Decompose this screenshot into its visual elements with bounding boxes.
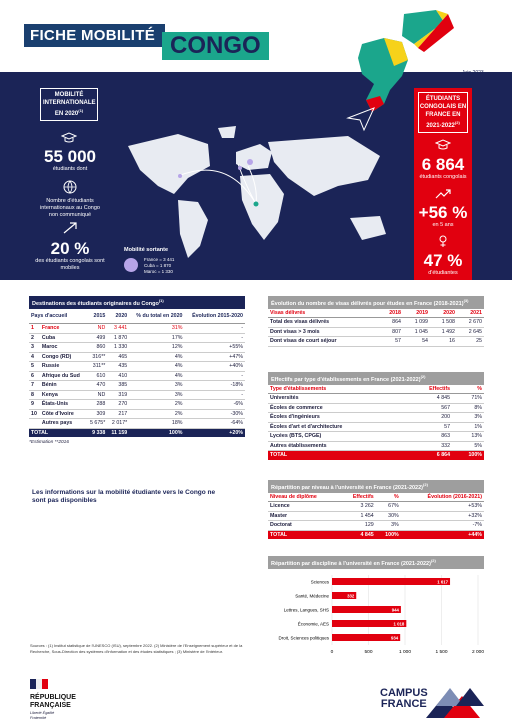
table-cell: 319 (107, 390, 129, 400)
destinations-title-sup: (1) (158, 298, 164, 303)
table-cell: Licence (268, 502, 340, 512)
table-cell: 499 (86, 333, 107, 343)
table-cell: 16 (430, 337, 457, 347)
table-cell: 4% (129, 352, 184, 362)
table-cell: 309 (86, 409, 107, 419)
republique-francaise-logo (30, 676, 76, 720)
table-header-row (268, 309, 484, 318)
establishments-table (268, 385, 484, 460)
table-cell: Lycées (BTS, CPGE) (268, 432, 407, 442)
table-cell: Kenya (40, 390, 86, 400)
table-cell: Autres établissements (268, 441, 407, 451)
establishments-body (268, 394, 484, 451)
table-row (29, 419, 245, 429)
table-row (29, 390, 245, 400)
table-row (29, 371, 245, 381)
table-cell: Évolution (2016-2021) (401, 493, 484, 502)
category-label: Économie, AES (297, 621, 329, 627)
table-cell: 67% (376, 502, 401, 512)
table-cell: 8% (452, 403, 484, 413)
table-cell: 129 (340, 521, 375, 531)
mobility-box-label: MOBILITÉ INTERNATIONALE EN 2020 (43, 92, 96, 117)
marianne-icon (30, 679, 48, 689)
table-cell: 465 (107, 352, 129, 362)
international-students-value: 55 000 (44, 147, 96, 166)
table-cell: +55% (185, 343, 246, 353)
table-row (268, 521, 484, 531)
visas-table (268, 309, 484, 347)
table-cell: 217 (107, 409, 129, 419)
value-label: 1 018 (393, 621, 405, 627)
table-cell: 1 099 (403, 318, 430, 328)
table-cell: 2021 (457, 309, 484, 318)
table-cell: Congo (RD) (40, 352, 86, 362)
info-note: Les informations sur la mobilité étudiante vers le Congo ne sont pas disponibles (32, 489, 216, 504)
arrow-out-icon (63, 222, 77, 234)
outgoing-line-3: Maroc = 1 330 (144, 268, 173, 274)
table-cell: - (185, 324, 246, 334)
table-cell: 18% (129, 419, 184, 429)
campus-france-pattern-icon (426, 682, 486, 718)
table-cell: 860 (86, 343, 107, 353)
table-cell: 71% (452, 394, 484, 404)
mobility-box-title (40, 88, 98, 121)
table-cell: 807 (378, 327, 403, 337)
table-row (29, 400, 245, 410)
table-cell: +47% (185, 352, 246, 362)
table-cell: - (185, 333, 246, 343)
table-cell: 6 864 (407, 451, 452, 460)
outgoing-mobility-list (144, 257, 174, 274)
table-cell: Doctorat (268, 521, 340, 531)
table-cell: 2 017* (107, 419, 129, 429)
table-cell: 316** (86, 352, 107, 362)
table-cell: ND (86, 324, 107, 334)
establishments-title-text: Effectifs par type d'établissements en France (2021-2022) (271, 376, 421, 383)
table-cell: 332 (407, 441, 452, 451)
table-cell: -30% (185, 409, 246, 419)
visas-section (268, 296, 484, 347)
bar (332, 606, 401, 613)
table-cell: +53% (401, 502, 484, 512)
outgoing-line-2: Cuba = 1 870 (144, 262, 172, 268)
france-box-label: ÉTUDIANTS CONGOLAIS EN FRANCE EN 2021-2022 (419, 96, 467, 129)
france-box-title (418, 92, 468, 133)
col-country: Pays d'accueil (29, 309, 86, 324)
country-title: CONGO (162, 32, 269, 60)
table-cell (29, 419, 40, 429)
table-cell: Dont visas de court séjour (268, 337, 378, 347)
table-row (268, 327, 484, 337)
destinations-footnote: *Estimation **2016 (29, 440, 69, 446)
table-cell: 12% (129, 343, 184, 353)
table-cell: Niveau de diplôme (268, 493, 340, 502)
paper-plane-icon (346, 106, 376, 132)
table-cell: 1 492 (430, 327, 457, 337)
establishments-total-row (268, 451, 484, 460)
table-cell: États-Unis (40, 400, 86, 410)
discipline-section (268, 556, 484, 667)
table-cell: 3% (376, 521, 401, 531)
level-body (268, 502, 484, 531)
table-cell: 410 (107, 371, 129, 381)
table-cell: 4% (129, 362, 184, 372)
discipline-title-sup: (2) (430, 558, 436, 563)
col-2015: 2015 (86, 309, 107, 324)
table-cell: % (452, 385, 484, 394)
table-cell: 9 338 (86, 428, 107, 437)
table-cell: 2% (129, 400, 184, 410)
table-cell: 17% (129, 333, 184, 343)
page-title: FICHE MOBILITÉ (24, 24, 165, 47)
level-table (268, 493, 484, 540)
table-cell: 2 670 (457, 318, 484, 328)
table-row (268, 403, 484, 413)
table-cell: 2019 (403, 309, 430, 318)
mobility-box-sup: (1) (78, 108, 84, 113)
table-cell: 288 (86, 400, 107, 410)
table-cell: -7% (401, 521, 484, 531)
table-cell: 270 (107, 400, 129, 410)
table-cell: 1 (29, 324, 40, 334)
table-cell: Master (268, 511, 340, 521)
table-cell: 2018 (378, 309, 403, 318)
x-tick-label: 500 (364, 649, 373, 655)
category-label: Droit, Sciences politiques (278, 635, 329, 641)
visas-title (268, 296, 484, 309)
table-row (29, 381, 245, 391)
cf-line2: FRANCE (380, 698, 427, 710)
female-share-value: 47 % (423, 251, 463, 270)
table-cell: Écoles d'ingénieurs (268, 413, 407, 423)
incoming-students-note: Nombre d'étudiants internationaux au Congo non communiqué (40, 198, 100, 218)
table-cell: Écoles d'art et d'architecture (268, 422, 407, 432)
outgoing-line-1: France = 3 441 (144, 257, 175, 262)
destinations-title-text: Destinations des étudiants originaires du Congo (32, 300, 159, 307)
table-row (268, 441, 484, 451)
destinations-table (29, 309, 245, 438)
world-map (118, 116, 400, 266)
destinations-body (29, 324, 245, 429)
growth-value: +56 % (418, 203, 468, 222)
table-cell: 1 454 (340, 511, 375, 521)
mobile-rate-label: des étudiants congolais sont mobiles (35, 258, 105, 271)
table-cell: Universités (268, 394, 407, 404)
table-cell: 435 (107, 362, 129, 372)
cf-line1: CAMPUS (380, 687, 428, 699)
table-cell: Maroc (40, 343, 86, 353)
table-cell: TOTAL (29, 428, 86, 437)
x-tick-label: 0 (330, 649, 334, 655)
table-row (268, 511, 484, 521)
level-total-row (268, 530, 484, 539)
discipline-chart (268, 569, 484, 665)
female-share-label: d'étudiantes (428, 270, 458, 276)
table-cell: 4 845 (340, 530, 375, 539)
table-cell: Bénin (40, 381, 86, 391)
table-cell: 2 (29, 333, 40, 343)
table-row (29, 352, 245, 362)
col-2020: 2020 (107, 309, 129, 324)
category-label: Sciences (310, 579, 329, 585)
destinations-total-row (29, 428, 245, 437)
table-row (268, 422, 484, 432)
date-label: Juin 2023 (462, 70, 484, 76)
france-students-label: étudiants congolais (419, 174, 467, 180)
table-row (268, 432, 484, 442)
table-cell: ND (86, 390, 107, 400)
table-cell: 1% (452, 422, 484, 432)
table-cell: 863 (407, 432, 452, 442)
rf-line2: FRANÇAISE (30, 702, 71, 709)
table-cell: 31% (129, 324, 184, 334)
table-cell: 100% (376, 530, 401, 539)
category-label: Santé, Médecine (295, 593, 329, 599)
table-cell: % (376, 493, 401, 502)
graduation-cap-icon (435, 139, 451, 151)
level-section (268, 480, 484, 539)
table-cell: +20% (185, 428, 246, 437)
table-row (29, 324, 245, 334)
table-cell: -64% (185, 419, 246, 429)
bar (332, 634, 400, 641)
table-cell: Cuba (40, 333, 86, 343)
table-row (29, 409, 245, 419)
establishments-section (268, 372, 484, 460)
discipline-title-text: Répartition par discipline à l'université en France (2021-2022) (271, 560, 431, 567)
destinations-title (29, 296, 245, 309)
x-tick-label: 2 000 (471, 649, 484, 655)
table-cell: 10 (29, 409, 40, 419)
outgoing-mobility-title: Mobilité sortante (124, 247, 169, 253)
table-cell: 54 (403, 337, 430, 347)
table-cell: 5 (29, 362, 40, 372)
col-share: % du total en 2020 (129, 309, 184, 324)
table-cell: Total des visas délivrés (268, 318, 378, 328)
mobile-rate-value: 20 % (50, 239, 90, 258)
table-cell: 1 045 (403, 327, 430, 337)
table-cell: +32% (401, 511, 484, 521)
table-cell: 567 (407, 403, 452, 413)
table-row (29, 362, 245, 372)
table-cell: 3 262 (340, 502, 375, 512)
table-cell: TOTAL (268, 451, 407, 460)
table-cell: 5 675* (86, 419, 107, 429)
france-students-value: 6 864 (421, 155, 465, 174)
table-cell: 4 845 (407, 394, 452, 404)
table-row (29, 343, 245, 353)
table-cell: 30% (376, 511, 401, 521)
table-cell: 311** (86, 362, 107, 372)
table-header-row (29, 309, 245, 324)
col-evolution: Évolution 2015-2020 (185, 309, 246, 324)
table-cell: 1 508 (430, 318, 457, 328)
trend-up-icon (435, 189, 451, 199)
table-cell: 2 645 (457, 327, 484, 337)
outgoing-mobility-dot (124, 258, 138, 272)
table-cell: 3% (452, 413, 484, 423)
table-cell: 1 870 (107, 333, 129, 343)
female-icon (437, 235, 449, 247)
establishments-title-sup: (2) (420, 374, 426, 379)
table-cell: Afrique du Sud (40, 371, 86, 381)
table-cell: 25 (457, 337, 484, 347)
table-row (268, 318, 484, 328)
table-cell: -6% (185, 400, 246, 410)
table-cell: 57 (378, 337, 403, 347)
table-cell: 57 (407, 422, 452, 432)
rf-line1: RÉPUBLIQUE (30, 694, 76, 701)
table-cell: 2% (129, 409, 184, 419)
visas-title-text: Évolution du nombre de visas délivrés pour études en France (2018-2021) (271, 300, 464, 307)
establishments-title (268, 372, 484, 385)
table-cell: 5% (452, 441, 484, 451)
value-label: 332 (347, 593, 355, 599)
discipline-title (268, 556, 484, 569)
table-cell: 11 159 (107, 428, 129, 437)
destinations-section (29, 296, 245, 445)
table-cell: - (185, 371, 246, 381)
table-cell: 6 (29, 371, 40, 381)
sources: Sources : (1) Institut statistique de l'UNESCO (ISU), septembre 2022. (2) Ministère de l'Enseignement supérieur et de la Recherche, Sous-Direction des systèmes d'information et des études statistiques ; (3) Ministère de l'Intérieur. (30, 643, 243, 654)
table-row (268, 502, 484, 512)
x-tick-label: 1 000 (398, 649, 412, 655)
level-title-text: Répartition par niveau à l'université en France (2021-2022) (271, 484, 424, 491)
table-cell: Dont visas > 3 mois (268, 327, 378, 337)
table-cell: 3 441 (107, 324, 129, 334)
graduation-cap-icon (61, 132, 77, 144)
table-cell: 13% (452, 432, 484, 442)
table-cell: 3 (29, 343, 40, 353)
table-cell: 4 (29, 352, 40, 362)
category-label: Lettres, Langues, SHS (283, 607, 329, 613)
table-cell: 470 (86, 381, 107, 391)
value-label: 1 617 (437, 579, 449, 585)
france-panel (414, 88, 472, 280)
table-cell: 610 (86, 371, 107, 381)
table-cell: 3% (129, 390, 184, 400)
table-row (29, 333, 245, 343)
table-cell: Visas délivrés (268, 309, 378, 318)
table-cell: Côte d'Ivoire (40, 409, 86, 419)
bar (332, 578, 450, 585)
france-box-sup: (2) (454, 120, 460, 125)
x-tick-label: 1 500 (435, 649, 448, 655)
visas-body (268, 318, 484, 347)
rf-motto: Liberté Égalité Fraternité (30, 711, 55, 720)
table-header-row (268, 385, 484, 394)
table-row (268, 337, 484, 347)
visas-title-sup: (3) (463, 298, 469, 303)
table-cell: Effectifs (340, 493, 375, 502)
table-cell: - (185, 390, 246, 400)
table-cell: 9 (29, 400, 40, 410)
globe-icon (63, 180, 77, 194)
table-cell: 3% (129, 381, 184, 391)
table-cell: TOTAL (268, 530, 340, 539)
table-cell: 100% (452, 451, 484, 460)
table-cell: 200 (407, 413, 452, 423)
table-cell: Écoles de commerce (268, 403, 407, 413)
table-cell: Effectifs (407, 385, 452, 394)
value-label: 944 (391, 607, 399, 613)
table-cell: Autres pays (40, 419, 86, 429)
table-cell: 2020 (430, 309, 457, 318)
level-title-sup: (2) (423, 482, 428, 487)
table-cell: 4% (129, 371, 184, 381)
table-cell: +44% (401, 530, 484, 539)
international-students-label: étudiants dont (52, 166, 88, 172)
growth-label: en 5 ans (432, 222, 454, 228)
table-cell: 100% (129, 428, 184, 437)
level-title (268, 480, 484, 493)
table-cell: Russie (40, 362, 86, 372)
table-cell: Type d'établissements (268, 385, 407, 394)
value-label: 934 (391, 635, 399, 641)
campus-france-logo (380, 688, 428, 710)
table-cell: 8 (29, 390, 40, 400)
table-header-row (268, 493, 484, 502)
table-row (268, 394, 484, 404)
table-cell: 864 (378, 318, 403, 328)
table-cell: 385 (107, 381, 129, 391)
table-cell: +40% (185, 362, 246, 372)
table-cell: France (40, 324, 86, 334)
table-cell: 1 330 (107, 343, 129, 353)
table-row (268, 413, 484, 423)
table-cell: -18% (185, 381, 246, 391)
table-cell: 7 (29, 381, 40, 391)
